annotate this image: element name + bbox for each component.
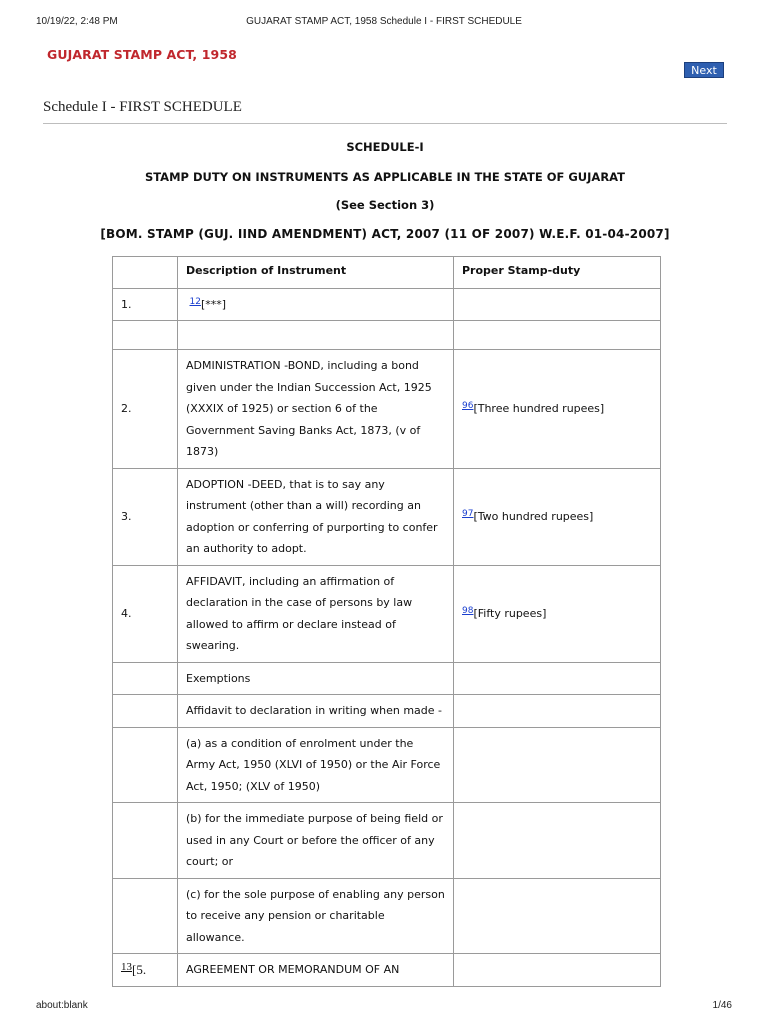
table-row bbox=[113, 468, 661, 565]
table-row bbox=[113, 350, 661, 469]
schedule-title: SCHEDULE-I bbox=[346, 140, 424, 154]
row-number: 1. bbox=[113, 288, 178, 321]
print-timestamp: 10/19/22, 2:48 PM bbox=[36, 16, 118, 27]
print-url: about:blank bbox=[36, 1000, 88, 1011]
print-page-number: 1/46 bbox=[712, 1000, 732, 1011]
header-description: Description of Instrument bbox=[178, 257, 454, 289]
row-description: Affidavit to declaration in writing when made - bbox=[178, 695, 454, 728]
row-description: (b) for the immediate purpose of being field or used in any Court or before the officer of any court; or bbox=[178, 803, 454, 879]
schedule-heading: Schedule I - FIRST SCHEDULE bbox=[43, 99, 242, 115]
schedule-subtitle: STAMP DUTY ON INSTRUMENTS AS APPLICABLE IN THE STATE OF GUJARAT bbox=[144, 170, 626, 184]
row-description: Exemptions bbox=[178, 662, 454, 695]
row-stamp-duty bbox=[454, 878, 661, 954]
row-stamp-duty bbox=[454, 662, 661, 695]
row-number bbox=[113, 321, 178, 350]
schedule-table bbox=[112, 256, 661, 987]
header-number bbox=[113, 257, 178, 289]
row-stamp-duty bbox=[454, 727, 661, 803]
row-description: (a) as a condition of enrolment under the Army Act, 1950 (XLVI of 1950) or the Air Force Act, 1950; (XLV of 1950) bbox=[178, 727, 454, 803]
table-row bbox=[113, 565, 661, 662]
table-header-row bbox=[113, 257, 661, 289]
row-description bbox=[178, 321, 454, 350]
row-number bbox=[113, 727, 178, 803]
description-text: [***] bbox=[200, 297, 227, 311]
row-number bbox=[113, 803, 178, 879]
row-number: 2. bbox=[113, 350, 178, 469]
row-stamp-duty bbox=[454, 468, 661, 565]
row-number bbox=[113, 954, 178, 987]
row-stamp-duty bbox=[454, 695, 661, 728]
row-description: ADOPTION -DEED, that is to say any instrument (other than a will) recording an adoption or conferring of purporting to confer an authority to adopt. bbox=[178, 468, 454, 565]
row-number bbox=[113, 695, 178, 728]
table-row bbox=[113, 695, 661, 728]
footnote-link[interactable]: 98 bbox=[462, 605, 474, 616]
table-row bbox=[113, 727, 661, 803]
row-stamp-duty bbox=[454, 321, 661, 350]
row-stamp-duty bbox=[454, 350, 661, 469]
stamp-duty-text: [Two hundred rupees] bbox=[473, 509, 594, 523]
row-number-text: [5. bbox=[132, 962, 147, 977]
row-stamp-duty bbox=[454, 803, 661, 879]
print-footer bbox=[36, 1000, 732, 1014]
table-row bbox=[113, 288, 661, 321]
table-row bbox=[113, 803, 661, 879]
row-number: 4. bbox=[113, 565, 178, 662]
row-description: (c) for the sole purpose of enabling any person to receive any pension or charitable allowance. bbox=[178, 878, 454, 954]
print-header bbox=[36, 16, 732, 30]
row-stamp-duty bbox=[454, 288, 661, 321]
amendment-reference: [BOM. STAMP (GUJ. IIND AMENDMENT) ACT, 2007 (11 OF 2007) W.E.F. 01-04-2007] bbox=[100, 227, 670, 241]
section-reference: (See Section 3) bbox=[335, 198, 435, 212]
row-description: AGREEMENT OR MEMORANDUM OF AN bbox=[178, 954, 454, 987]
row-stamp-duty bbox=[454, 954, 661, 987]
row-description bbox=[178, 288, 454, 321]
header-stamp-duty: Proper Stamp-duty bbox=[454, 257, 661, 289]
print-document-title: GUJARAT STAMP ACT, 1958 Schedule I - FIRST SCHEDULE bbox=[246, 16, 522, 27]
table-row bbox=[113, 321, 661, 350]
next-button[interactable]: Next bbox=[684, 62, 724, 78]
footnote-link[interactable]: 97 bbox=[462, 508, 474, 519]
heading-divider bbox=[43, 123, 727, 124]
stamp-duty-text: [Fifty rupees] bbox=[473, 606, 547, 620]
table-row bbox=[113, 662, 661, 695]
row-description: AFFIDAVIT, including an affirmation of declaration in the case of persons by law allowed to affirm or declare instead of swearing. bbox=[178, 565, 454, 662]
footnote-link[interactable]: 96 bbox=[462, 401, 474, 411]
table-row bbox=[113, 878, 661, 954]
row-number bbox=[113, 662, 178, 695]
table-row bbox=[113, 954, 661, 987]
row-stamp-duty bbox=[454, 565, 661, 662]
row-description: ADMINISTRATION -BOND, including a bond given under the Indian Succession Act, 1925 (XXXIX of 1925) or section 6 of the Government Saving Banks Act, 1873, (v of 1873) bbox=[178, 350, 454, 469]
row-number: 3. bbox=[113, 468, 178, 565]
stamp-duty-text: [Three hundred rupees] bbox=[473, 402, 605, 415]
footnote-link[interactable]: 13 bbox=[121, 961, 132, 973]
footnote-link[interactable]: 12 bbox=[189, 296, 201, 307]
row-number bbox=[113, 878, 178, 954]
act-title: GUJARAT STAMP ACT, 1958 bbox=[47, 47, 237, 62]
